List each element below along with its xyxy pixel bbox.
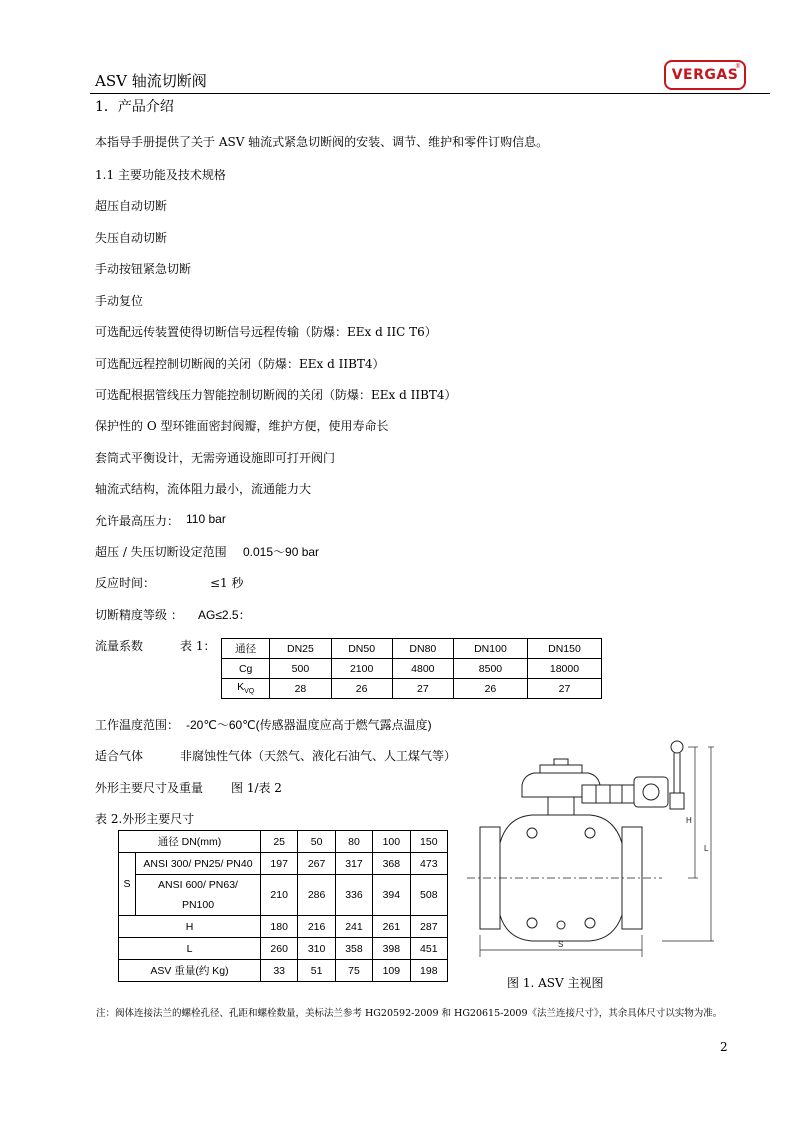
table-cell: 80 [335,831,372,853]
table-row [119,853,448,875]
table-cell: 27 [527,679,601,699]
section-title: 1．产品介绍 [95,99,174,115]
feature-item: 轴流式结构，流体阻力最小，流通能力大 [95,482,312,496]
table-cell: DN150 [527,639,601,659]
table-cell: DN25 [270,639,331,659]
dimension-s-label: S [558,940,564,949]
footnote: 注：阀体连接法兰的螺栓孔径、孔距和螺栓数量，美标法兰参考 HG20592-2009 和 HG20615-2009《法兰连接尺寸》，其余具体尺寸以实物为准。 [96,1008,723,1019]
table-cell: 394 [373,875,410,916]
table1-label: 表 1： [180,639,216,653]
gas-value: 非腐蚀性气体（天然气、液化石油气、人工煤气等） [180,749,457,763]
kvq-subscript: VQ [244,688,255,696]
table-cell: 通径 [222,639,270,659]
table-cell: 317 [335,853,372,875]
table-cell: 2100 [331,659,392,679]
table-cell: 109 [373,960,410,982]
feature-item: 超压自动切断 [95,199,168,213]
table-cell: ASV 重量(约 Kg) [119,960,261,982]
table-cell: 286 [298,875,335,916]
table-cell: 27 [392,679,453,699]
intro-paragraph: 本指导手册提供了关于 ASV 轴流式紧急切断阀的安装、调节、维护和零件订购信息。 [95,135,549,149]
dimensions-label: 外形主要尺寸及重量 [95,781,204,795]
table-row [119,875,448,916]
table-cell [222,679,270,699]
table-cell: 451 [410,938,447,960]
table-cell: 8500 [453,659,527,679]
table-cell: 287 [410,916,447,938]
kvq-label: K [237,681,245,694]
table-row [119,831,448,853]
response-time-label: 反应时间： [95,576,156,590]
logo-text: VERGAS [671,67,739,83]
table-cell: 267 [298,853,335,875]
response-time-value: ≤1 秒 [210,576,244,590]
table-cell: L [119,938,261,960]
setting-range-value: 0.015～90 bar [243,545,320,559]
accuracy-label: 切断精度等级 ： [95,608,183,622]
table-row [119,916,448,938]
table-cell: DN80 [392,639,453,659]
table-cell: 通径 DN(mm) [119,831,261,853]
table-cell: DN100 [453,639,527,659]
table-cell: 180 [261,916,298,938]
feature-item: 套筒式平衡设计，无需旁通设施即可打开阀门 [95,451,336,465]
table-cell: 261 [373,916,410,938]
table-cell: 18000 [527,659,601,679]
table-cell: 216 [298,916,335,938]
table-row [119,938,448,960]
table-cell: DN50 [331,639,392,659]
table-cell: 100 [373,831,410,853]
dimension-l-label: L [704,844,709,853]
table-cell: 26 [453,679,527,699]
registered-mark: ® [735,63,741,70]
table-row [222,679,602,699]
table-cell: 25 [261,831,298,853]
table-cell: 310 [298,938,335,960]
table-cell: Cg [222,659,270,679]
table-cell: ANSI 600/ PN63/ PN100 [136,875,261,916]
table-cell: 33 [261,960,298,982]
feature-item: 可选配远传装置使得切断信号远程传输（防爆：EEx d IIC T6） [95,325,437,339]
header-rule [90,93,770,94]
valve-front-view-drawing [462,735,762,975]
table-cell: 508 [410,875,447,916]
table-cell: 241 [335,916,372,938]
flow-coefficient-table [221,638,602,699]
temperature-label: 工作温度范围： [95,718,180,732]
table-cell: 4800 [392,659,453,679]
table2-title: 表 2.外形主要尺寸 [95,812,195,826]
temperature-value: -20℃～60℃(传感器温度应高于燃气露点温度) [186,718,432,732]
feature-item: 手动按钮紧急切断 [95,262,192,276]
feature-item: 可选配远程控制切断阀的关闭（防爆：EEx d IIBT4） [95,357,385,371]
table-cell: 398 [373,938,410,960]
table-cell: 51 [298,960,335,982]
max-pressure-label: 允许最高压力： [95,514,180,528]
dimensions-ref: 图 1/表 2 [231,781,282,795]
feature-item: 可选配根据管线压力智能控制切断阀的关闭（防爆：EEx d IIBT4） [95,388,457,402]
accuracy-value: AG≤2.5： [198,608,251,622]
feature-item: 失压自动切断 [95,231,168,245]
page-number: 2 [720,1040,728,1054]
feature-item: 手动复位 [95,294,144,308]
table-cell: 358 [335,938,372,960]
dimension-h-label: H [686,816,692,825]
document-header-title: ASV 轴流切断阀 [95,72,207,90]
table-row [222,659,602,679]
table-cell: 50 [298,831,335,853]
vergas-logo [664,60,746,90]
table-cell: 150 [410,831,447,853]
feature-item: 保护性的 O 型环锥面密封阀瓣，维护方便，使用寿命长 [95,419,389,433]
table-cell: 260 [261,938,298,960]
table-cell: 368 [373,853,410,875]
table-cell: 198 [410,960,447,982]
table-cell: 336 [335,875,372,916]
table-cell: 210 [261,875,298,916]
table-cell: 28 [270,679,331,699]
table-row [222,639,602,659]
gas-label: 适合气体 [95,749,144,763]
table-cell: ANSI 300/ PN25/ PN40 [136,853,261,875]
table-cell: H [119,916,261,938]
table-cell: S [119,853,136,916]
figure-caption: 图 1. ASV 主视图 [507,976,604,990]
max-pressure-value: 110 bar [186,512,226,526]
flow-coefficient-label: 流量系数 [95,639,144,653]
dimensions-table [118,830,448,982]
table-cell: 26 [331,679,392,699]
table-cell: 473 [410,853,447,875]
setting-range-label: 超压 / 失压切断设定范围 [95,545,227,559]
table-cell: 500 [270,659,331,679]
subsection-title: 1.1 主要功能及技术规格 [95,168,226,182]
table-cell: 75 [335,960,372,982]
table-row [119,960,448,982]
table-cell: 197 [261,853,298,875]
